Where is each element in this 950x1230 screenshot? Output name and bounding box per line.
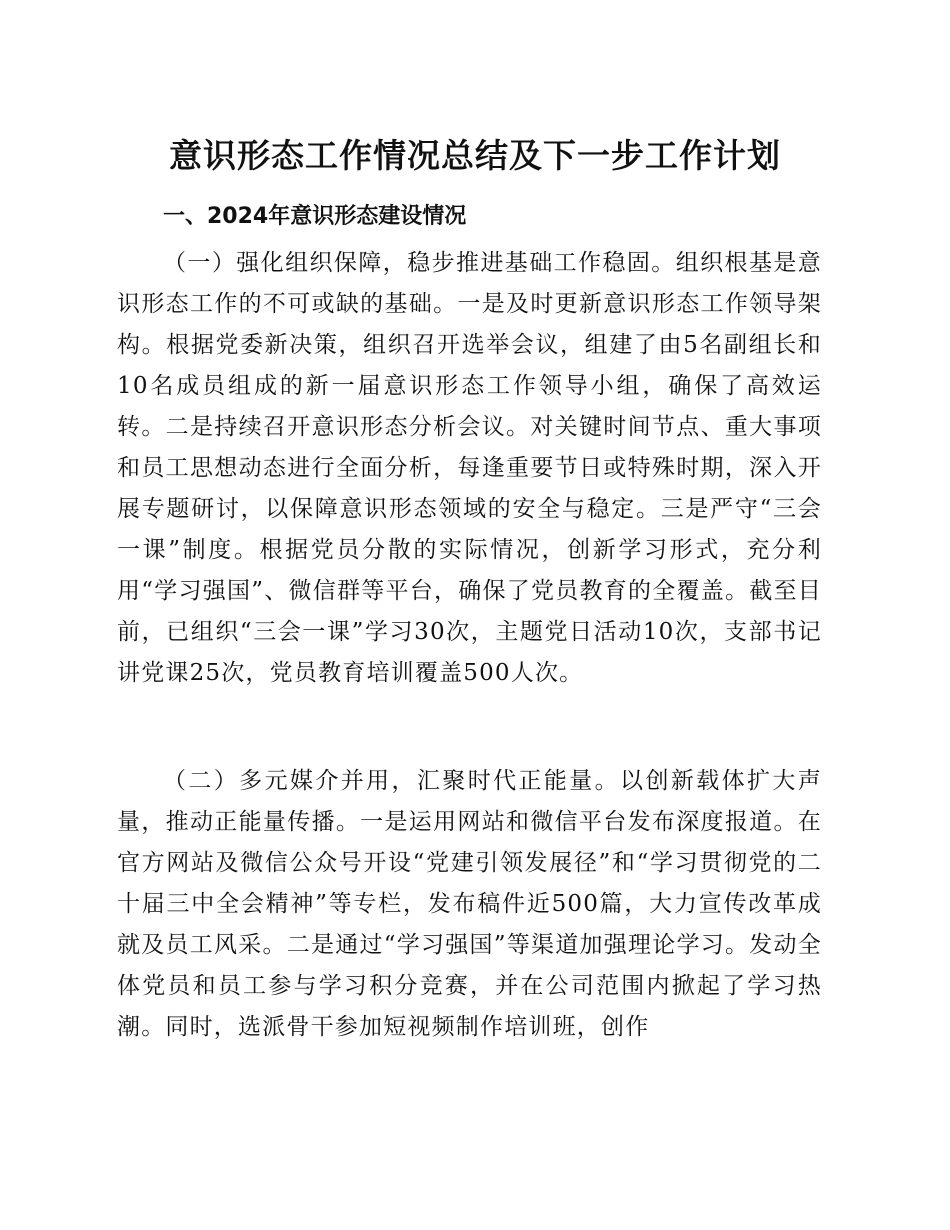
document-title: 意识形态工作情况总结及下一步工作计划 (169, 136, 781, 175)
section-heading: 一、2024年意识形态建设情况 (163, 204, 467, 229)
paragraph-multimedia-promotion: （二）多元媒介并用，汇聚时代正能量。以创新载体扩大声量，推动正能量传播。一是运用网站和微信平台发布深度报道。在官方网站及微信公众号开设“党建引领发展径”和“学习贯彻党的二十届三中全会精神”等专栏，发布稿件近500篇，大力宣传改革成就及员工风采。二是通过“学习强国”等渠道加强理论学习。发动全体党员和员工参与学习积分竞赛，并在公司范围内掀起了学习热潮。同时，选派骨干参加短视频制作培训班，创作 (117, 768, 822, 1040)
paragraph-organization-guarantee: （一）强化组织保障，稳步推进基础工作稳固。组织根基是意识形态工作的不可或缺的基础。一是及时更新意识形态工作领导架构。根据党委新决策，组织召开选举会议，组建了由5名副组长和10名成员组成的新一届意识形态工作领导小组，确保了高效运转。二是持续召开意识形态分析会议。对关键时间节点、重大事项和员工思想动态进行全面分析，每逢重要节日或特殊时期，深入开展专题研讨，以保障意识形态领域的安全与稳定。三是严守“三会一课”制度。根据党员分散的实际情况，创新学习形式，充分利用“学习强国”、微信群等平台，确保了党员教育的全覆盖。截至目前，已组织“三会一课”学习30次，主题党日活动10次，支部书记讲党课25次，党员教育培训覆盖500人次。 (117, 250, 822, 686)
